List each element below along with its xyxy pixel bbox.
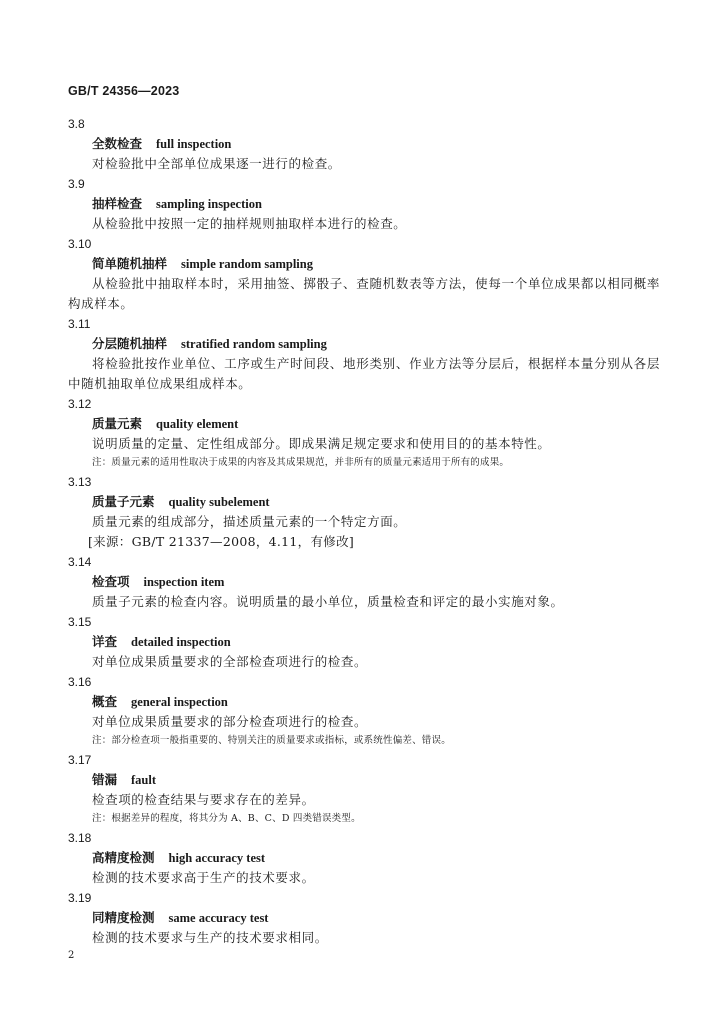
term-number: 3.14: [68, 555, 92, 569]
terms-list: [68, 114, 660, 948]
term-entry: [68, 888, 660, 948]
term-chinese: 检查项: [92, 574, 130, 589]
term-chinese: 错漏: [92, 772, 118, 787]
term-chinese: 分层随机抽样: [92, 336, 168, 351]
term-chinese: 质量元素: [92, 416, 143, 431]
page-number: 2: [68, 950, 75, 961]
term-english: detailed inspection: [131, 635, 231, 649]
term-definition: 说明质量的定量、定性组成部分。即成果满足规定要求和使用目的的基本特性。: [92, 436, 551, 451]
term-english: sampling inspection: [156, 197, 262, 211]
term-definition: 检查项的检查结果与要求存在的差异。: [92, 792, 315, 807]
term-heading: [68, 848, 660, 868]
term-chinese: 简单随机抽样: [92, 256, 168, 271]
term-entry: [68, 672, 660, 750]
term-chinese: 抽样检查: [92, 196, 143, 211]
term-entry: [68, 174, 660, 234]
term-number: 3.9: [68, 177, 85, 191]
term-definition: 对单位成果质量要求的全部检查项进行的检查。: [92, 654, 368, 669]
term-definition: 检测的技术要求高于生产的技术要求。: [92, 870, 315, 885]
term-definition: 质量子元素的检查内容。说明质量的最小单位，质量检查和评定的最小实施对象。: [92, 594, 564, 609]
term-heading: [68, 572, 660, 592]
term-entry: [68, 472, 660, 552]
term-english: quality subelement: [168, 495, 270, 509]
term-number: 3.16: [68, 675, 92, 689]
term-definition: 对单位成果质量要求的部分检查项进行的检查。: [92, 714, 368, 729]
term-english: inspection item: [143, 575, 225, 589]
term-heading: [68, 254, 660, 274]
term-note: 注：根据差异的程度，将其分为 A、B、C、D 四类错误类型。: [92, 813, 361, 824]
term-note: 注：质量元素的适用性取决于成果的内容及其成果规范，并非所有的质量元素适用于所有的成果。: [92, 457, 510, 468]
term-heading: [68, 194, 660, 214]
term-chinese: 详查: [92, 634, 118, 649]
term-definition: 从检验批中按照一定的抽样规则抽取样本进行的检查。: [92, 216, 407, 231]
term-number: 3.13: [68, 475, 92, 489]
term-entry: [68, 114, 660, 174]
term-heading: [68, 414, 660, 434]
term-heading: [68, 692, 660, 712]
term-chinese: 高精度检测: [92, 850, 155, 865]
term-number: 3.18: [68, 831, 92, 845]
term-entry: [68, 234, 660, 314]
term-heading: [68, 492, 660, 512]
term-definition: 质量元素的组成部分，描述质量元素的一个特定方面。: [92, 514, 407, 529]
term-entry: [68, 552, 660, 612]
term-definition: 将检验批按作业单位、工序或生产时间段、地形类别、作业方法等分层后，根据样本量分别从各层中随机抽取单位成果组成样本。: [68, 356, 660, 391]
term-chinese: 质量子元素: [92, 494, 155, 509]
term-entry: [68, 314, 660, 394]
standard-code-header: GB/T 24356—2023: [68, 84, 180, 98]
term-heading: [68, 334, 660, 354]
term-definition: 从检验批中抽取样本时，采用抽签、掷骰子、查随机数表等方法，使每一个单位成果都以相同概率构成样本。: [68, 276, 660, 311]
term-heading: [68, 908, 660, 928]
term-note: 注：部分检查项一般指重要的、特别关注的质量要求或指标，或系统性偏差、错误。: [92, 735, 451, 746]
term-number: 3.19: [68, 891, 92, 905]
term-entry: [68, 394, 660, 472]
term-english: quality element: [156, 417, 239, 431]
term-definition: 对检验批中全部单位成果逐一进行的检查。: [92, 156, 341, 171]
term-english: fault: [131, 773, 157, 787]
term-number: 3.10: [68, 237, 92, 251]
term-definition: 检测的技术要求与生产的技术要求相同。: [92, 930, 328, 945]
term-english: simple random sampling: [181, 257, 313, 271]
term-english: high accuracy test: [168, 851, 266, 865]
term-heading: [68, 632, 660, 652]
term-number: 3.15: [68, 615, 92, 629]
term-chinese: 同精度检测: [92, 910, 155, 925]
term-entry: [68, 750, 660, 828]
term-chinese: 全数检查: [92, 136, 143, 151]
term-number: 3.11: [68, 317, 91, 331]
term-number: 3.8: [68, 117, 85, 131]
term-english: full inspection: [156, 137, 232, 151]
term-number: 3.12: [68, 397, 92, 411]
term-english: stratified random sampling: [181, 337, 327, 351]
term-heading: [68, 770, 660, 790]
term-heading: [68, 134, 660, 154]
term-entry: [68, 828, 660, 888]
term-entry: [68, 612, 660, 672]
term-number: 3.17: [68, 753, 92, 767]
term-chinese: 概查: [92, 694, 118, 709]
term-source: [来源：GB/T 21337—2008，4.11，有修改]: [88, 534, 355, 549]
term-english: general inspection: [131, 695, 228, 709]
term-english: same accuracy test: [168, 911, 269, 925]
